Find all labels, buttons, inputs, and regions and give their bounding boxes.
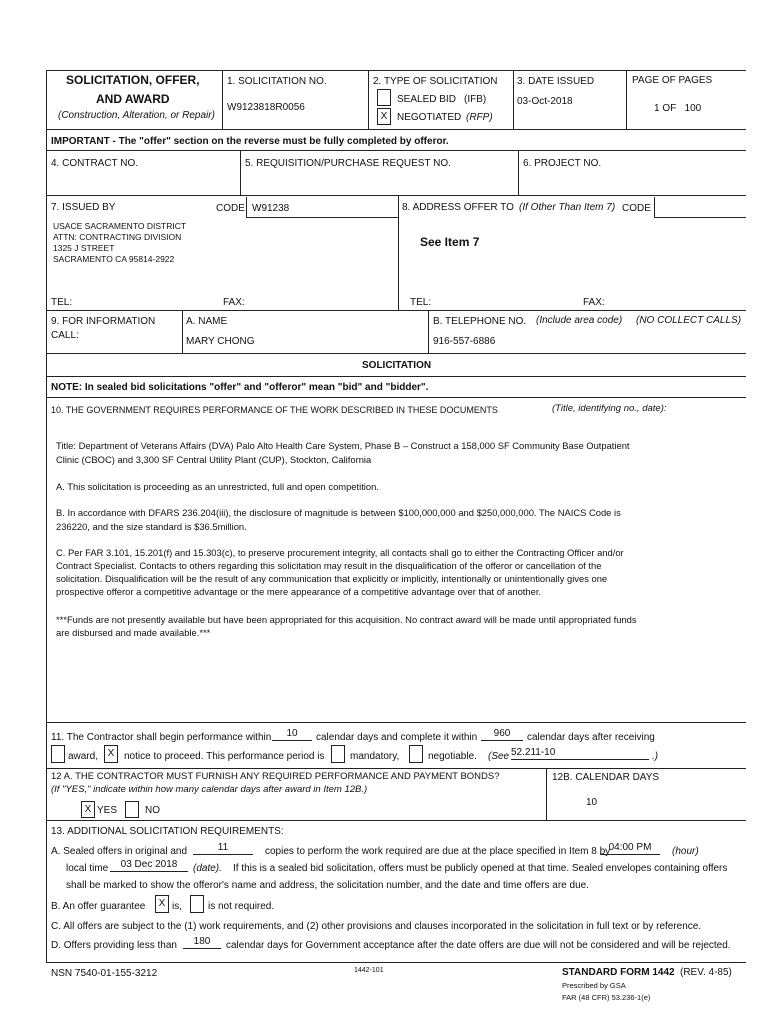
acceptance-days-field[interactable]: 180	[183, 936, 221, 949]
divider	[46, 820, 746, 821]
divider	[654, 217, 746, 218]
item12a-label: 12 A. THE CONTRACTOR MUST FURNISH ANY REQUIRED PERFORMANCE AND PAYMENT BONDS?	[51, 771, 500, 782]
copies-field[interactable]: 11	[193, 842, 253, 855]
paragraph-c-line4: prospective offeror a competitive advantage or the mere appearance of a competitive advantage over that of another.	[56, 586, 542, 597]
telephone-label: B. TELEPHONE NO.	[433, 316, 527, 327]
offer-fax-label: FAX:	[583, 297, 605, 308]
divider	[626, 70, 627, 129]
divider	[182, 310, 183, 353]
notice-to-proceed-label: notice to proceed. This performance period is	[124, 751, 325, 762]
issuer-fax-label: FAX:	[223, 297, 245, 308]
paragraph-b-line1: B. In accordance with DFARS 236.204(iii), the disclosure of magnitude is between $100,000,000 and $250,000,000. The NAICS Code is	[56, 507, 621, 518]
info-call-label-2: CALL:	[51, 330, 79, 341]
sealed-bid-label: SEALED BID	[397, 94, 456, 105]
divider	[398, 195, 399, 310]
address-offer-to-code-label: CODE	[622, 203, 651, 214]
item13d-text1: D. Offers providing less than	[51, 940, 177, 951]
divider	[46, 353, 746, 354]
see-item-7: See Item 7	[420, 235, 480, 249]
bonds-yes-checkbox[interactable]: X	[81, 801, 95, 818]
divider	[46, 310, 746, 311]
see-end: .)	[652, 751, 659, 762]
far-reference: FAR (48 CFR) 53.236-1(e)	[562, 993, 651, 1002]
prescribed-by: Prescribed by GSA	[562, 981, 626, 990]
local-time-label: local time	[66, 863, 109, 874]
sealed-bid-note: (IFB)	[464, 94, 487, 105]
form-revision: (REV. 4-85)	[680, 967, 732, 978]
divider	[46, 150, 746, 151]
mandatory-label: mandatory,	[350, 751, 400, 762]
divider	[513, 70, 514, 129]
item13c-text: C. All offers are subject to the (1) work requirements, and (2) other provisions and clauses incorporated in the solicitation in full text or by reference.	[51, 921, 702, 932]
divider	[46, 129, 746, 130]
important-notice: IMPORTANT - The "offer" section on the reverse must be fully completed by offeror.	[51, 136, 449, 147]
form-border-top	[46, 70, 746, 71]
paragraph-c-line1: C. Per FAR 3.101, 15.201(f) and 15.303(c), to preserve procurement integrity, all contacts shall go to either the Contracting Officer and/or	[56, 547, 624, 558]
see-label: (See	[488, 751, 510, 762]
item13-label: 13. ADDITIONAL SOLICITATION REQUIREMENTS:	[51, 826, 284, 837]
negotiated-note: (RFP)	[466, 112, 493, 123]
negotiable-checkbox[interactable]	[409, 745, 423, 763]
divider	[46, 768, 746, 769]
paragraph-b-line2: 236220, and the size standard is $36.5million.	[56, 521, 247, 532]
bonds-no-checkbox[interactable]	[125, 801, 139, 818]
date-hint: (date).	[193, 863, 222, 874]
form-title-line2: AND AWARD	[96, 92, 170, 106]
issued-by-code-value: W91238	[252, 203, 290, 214]
guarantee-not-label: is not required.	[208, 901, 275, 912]
award-checkbox[interactable]	[51, 745, 65, 763]
item13b-text: B. An offer guarantee	[51, 901, 146, 912]
negotiable-label: negotiable.	[428, 751, 477, 762]
item13a-text2: copies to perform the work required are due at the place specified in Item 8 by	[265, 846, 611, 857]
address-offer-to-hint: (If Other Than Item 7)	[519, 202, 616, 213]
offer-tel-label: TEL:	[410, 297, 432, 308]
item12a-hint: (If "YES," indicate within how many calendar days after award in Item 12B.)	[51, 784, 368, 795]
issuer-address-line: ATTN: CONTRACTING DIVISION	[53, 232, 182, 242]
divider	[46, 722, 746, 723]
standard-form-name: STANDARD FORM 1442	[562, 967, 675, 978]
guarantee-not-checkbox[interactable]	[190, 895, 204, 913]
mandatory-checkbox[interactable]	[331, 745, 345, 763]
guarantee-is-checkbox[interactable]: X	[155, 895, 169, 913]
contract-no-label: 4. CONTRACT NO.	[51, 158, 139, 169]
item13a-text3: If this is a sealed bid solicitation, offers must be publicly opened at that time. Sealed envelopes containing offers	[233, 863, 728, 874]
paragraph-c-line3: solicitation. Disqualification will be the result of any communication that explicitly or implicitly, intentionally or unintentionally gives one	[56, 573, 608, 584]
requisition-label: 5. REQUISITION/PURCHASE REQUEST NO.	[245, 158, 451, 169]
funds-notice-line2: are disbursed and made available.***	[56, 627, 211, 638]
award-label: award,	[68, 751, 99, 762]
item13a-text4: shall be marked to show the offeror's name and address, the solicitation number, and the date and time offers are due.	[66, 880, 589, 891]
complete-days-field[interactable]: 960	[481, 728, 523, 741]
form-border-left	[46, 70, 47, 962]
item11-text2: calendar days and complete it within	[316, 732, 478, 743]
issuer-address-line: SACRAMENTO CA 95814-2922	[53, 254, 175, 264]
divider	[368, 70, 369, 129]
page-of-pages-value: 1 OF 100	[654, 103, 702, 114]
see-clause-field[interactable]: 52.211-10	[511, 747, 649, 760]
solicitation-no-value: W9123818R0056	[227, 102, 305, 113]
bonds-no-label: NO	[145, 805, 160, 816]
item11-text1: 11. The Contractor shall begin performance within	[51, 732, 272, 743]
negotiated-label: NEGOTIATED	[397, 112, 462, 123]
guarantee-is-label: is,	[172, 901, 182, 912]
date-issued-label: 3. DATE ISSUED	[517, 76, 595, 87]
solicitation-no-label: 1. SOLICITATION NO.	[227, 76, 327, 87]
issuer-address-line: USACE SACRAMENTO DISTRICT	[53, 221, 187, 231]
item13d-text2: calendar days for Government acceptance after the date offers are due will not be considered and will be rejected.	[226, 940, 731, 951]
hour-hint: (hour)	[672, 846, 699, 857]
form-code: 1442-101	[354, 967, 384, 974]
issuer-tel-label: TEL:	[51, 297, 73, 308]
item10-label: 10. THE GOVERNMENT REQUIRES PERFORMANCE OF THE WORK DESCRIBED IN THESE DOCUMENTS	[51, 405, 498, 415]
item11-text3: calendar days after receiving	[527, 732, 655, 743]
divider	[46, 376, 746, 377]
solicitation-type-label: 2. TYPE OF SOLICITATION	[373, 76, 498, 87]
date-issued-value: 03-Oct-2018	[517, 96, 573, 107]
bonds-yes-label: YES	[97, 805, 118, 816]
item12b-label: 12B. CALENDAR DAYS	[552, 772, 660, 783]
telephone-value: 916-557-6886	[433, 336, 496, 347]
due-date-field[interactable]: 03 Dec 2018	[110, 859, 188, 872]
divider	[46, 397, 746, 398]
divider	[518, 150, 519, 195]
solicitation-section-header: SOLICITATION	[362, 360, 432, 371]
contact-name-label: A. NAME	[186, 316, 228, 327]
no-collect-hint: (NO COLLECT CALLS)	[636, 315, 742, 326]
paragraph-c-line2: Contract Specialist. Contacts to others regarding this solicitation may result in the disqualification of the offeror or cancellation of the	[56, 560, 602, 571]
issued-by-code-label: CODE	[216, 203, 245, 214]
funds-notice-line1: ***Funds are not presently available but have been appropriated for this acquisition. No contract award will be made until appropriated funds	[56, 614, 637, 625]
item12b-value: 10	[586, 797, 598, 808]
info-call-label: 9. FOR INFORMATION	[51, 316, 156, 327]
issued-by-label: 7. ISSUED BY	[51, 202, 116, 213]
divider	[246, 197, 247, 217]
project-no-label: 6. PROJECT NO.	[523, 158, 602, 169]
contact-name-value: MARY CHONG	[186, 336, 255, 347]
item10-hint: (Title, identifying no., date):	[552, 403, 667, 414]
negotiated-checkbox[interactable]: X	[377, 108, 391, 125]
divider	[46, 195, 746, 196]
divider	[546, 768, 547, 820]
divider	[246, 217, 398, 218]
start-days-field[interactable]: 10	[272, 728, 312, 741]
divider	[222, 70, 223, 129]
item13a-text1: A. Sealed offers in original and	[51, 846, 188, 857]
due-time-field[interactable]: 04:00 PM	[600, 842, 660, 855]
divider	[240, 150, 241, 195]
sealed-bid-note: NOTE: In sealed bid solicitations "offer" and "offeror" mean "bid" and "bidder".	[51, 382, 429, 393]
nsn-number: NSN 7540-01-155-3212	[51, 968, 158, 979]
area-code-hint: (Include area code)	[536, 315, 623, 326]
page-of-pages-label: PAGE OF PAGES	[632, 75, 713, 86]
sealed-bid-checkbox[interactable]	[377, 89, 391, 106]
form-title-line3: (Construction, Alteration, or Repair)	[58, 110, 215, 121]
notice-to-proceed-checkbox[interactable]: X	[104, 745, 118, 763]
divider	[654, 197, 655, 217]
project-title-line2: Clinic (CBOC) and 3,300 SF Central Utility Plant (CUP), Stockton, California	[56, 454, 372, 465]
address-offer-to-label: 8. ADDRESS OFFER TO	[402, 202, 514, 213]
paragraph-a: A. This solicitation is proceeding as an unrestricted, full and open competition.	[56, 481, 379, 492]
divider	[428, 310, 429, 353]
project-title-line1: Title: Department of Veterans Affairs (DVA) Palo Alto Health Care System, Phase B – Construct a 158,000 SF Community Base Outpatient	[56, 440, 630, 451]
issuer-address-line: 1325 J STREET	[53, 243, 115, 253]
divider	[46, 962, 746, 963]
form-title-line1: SOLICITATION, OFFER,	[66, 73, 200, 87]
